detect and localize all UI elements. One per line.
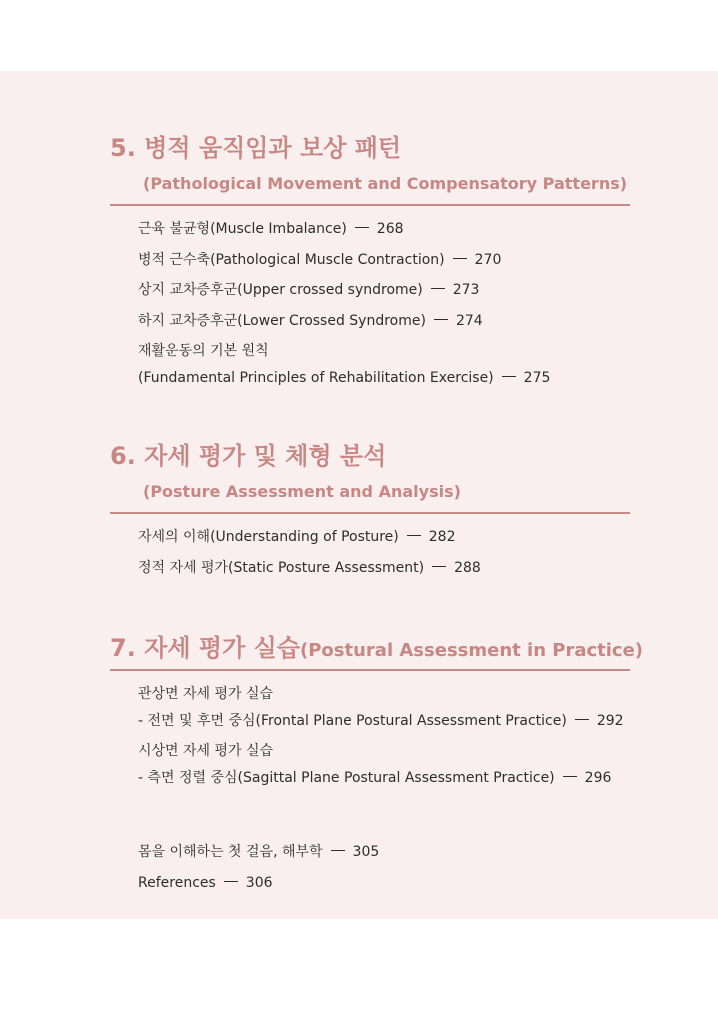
toc-entry-text: 재활운동의 기본 원칙	[138, 343, 269, 359]
dash-separator	[575, 719, 589, 720]
toc-entry[interactable]	[138, 873, 273, 893]
section-5-subtitle: (Pathological Movement and Compensatory Patterns)	[143, 174, 628, 193]
section-5-title: 5. 병적 움직임과 보상 패턴	[110, 134, 402, 162]
section-6-divider	[110, 512, 630, 514]
toc-entry-page: 268	[376, 221, 404, 237]
toc-entry-page: 275	[523, 370, 551, 386]
toc-entry-text: 근육 불균형(Muscle Imbalance)	[138, 221, 347, 237]
toc-entry-text: 관상면 자세 평가 실습	[138, 686, 274, 702]
dash-separator	[563, 776, 577, 777]
toc-entry-page: 274	[455, 313, 483, 329]
toc-entry[interactable]	[138, 219, 404, 239]
toc-entry-text: 상지 교차증후군(Upper crossed syndrome)	[138, 282, 423, 298]
toc-entry[interactable]	[138, 711, 624, 731]
toc-entry-page: 292	[596, 713, 624, 729]
toc-entry-page: 282	[428, 529, 456, 545]
toc-entry[interactable]	[138, 311, 483, 331]
dash-separator	[355, 227, 369, 228]
toc-entry-text: 시상면 자세 평가 실습	[138, 743, 274, 759]
section-6-title: 6. 자세 평가 및 체형 분석	[110, 442, 387, 470]
section-7-title	[110, 633, 643, 666]
toc-entry[interactable]	[138, 280, 479, 300]
dash-separator	[434, 319, 448, 320]
section-7-divider	[110, 669, 630, 671]
toc-entry-page: 270	[474, 252, 502, 268]
toc-entry-heading	[138, 341, 269, 361]
toc-entry-text: 하지 교차증후군(Lower Crossed Syndrome)	[138, 313, 426, 329]
toc-entry-text: References	[138, 875, 216, 891]
toc-entry-text: 정적 자세 평가(Static Posture Assessment)	[138, 560, 425, 576]
dash-separator	[502, 376, 516, 377]
toc-entry-text: 병적 근수축(Pathological Muscle Contraction)	[138, 252, 445, 268]
toc-entry-page: 273	[452, 282, 480, 298]
toc-entry[interactable]	[138, 527, 456, 547]
section-7-title-suffix: (Postural Assessment in Practice)	[300, 640, 644, 661]
toc-entry[interactable]	[138, 368, 550, 388]
toc-entry-page: 305	[352, 844, 380, 860]
section-6-subtitle: (Posture Assessment and Analysis)	[143, 482, 461, 501]
dash-separator	[432, 566, 446, 567]
toc-entry-page: 288	[454, 560, 481, 576]
toc-entry-text: 몸을 이해하는 첫 걸음, 해부학	[138, 844, 323, 860]
toc-entry-page: 306	[245, 875, 273, 891]
dash-separator	[431, 288, 445, 289]
dash-separator	[331, 850, 345, 851]
toc-entry[interactable]	[138, 250, 501, 270]
toc-entry[interactable]	[138, 842, 379, 862]
toc-entry-page: 296	[584, 770, 612, 786]
toc-panel	[0, 71, 718, 919]
toc-entry-text: (Fundamental Principles of Rehabilitation Exercise)	[138, 370, 494, 386]
section-5-divider	[110, 204, 630, 206]
toc-entry-text: 자세의 이해(Understanding of Posture)	[138, 529, 399, 545]
toc-entry-heading	[138, 741, 273, 761]
dash-separator	[224, 881, 238, 882]
toc-entry-heading	[138, 684, 273, 704]
dash-separator	[453, 258, 467, 259]
toc-entry[interactable]	[138, 558, 481, 578]
toc-entry-text: - 전면 및 후면 중심(Frontal Plane Postural Assessment Practice)	[138, 713, 567, 729]
toc-entry[interactable]	[138, 768, 611, 788]
toc-entry-text: - 측면 정렬 중심(Sagittal Plane Postural Assessment Practice)	[138, 770, 555, 786]
dash-separator	[407, 535, 421, 536]
section-7-title-text: 7. 자세 평가 실습	[110, 634, 300, 662]
